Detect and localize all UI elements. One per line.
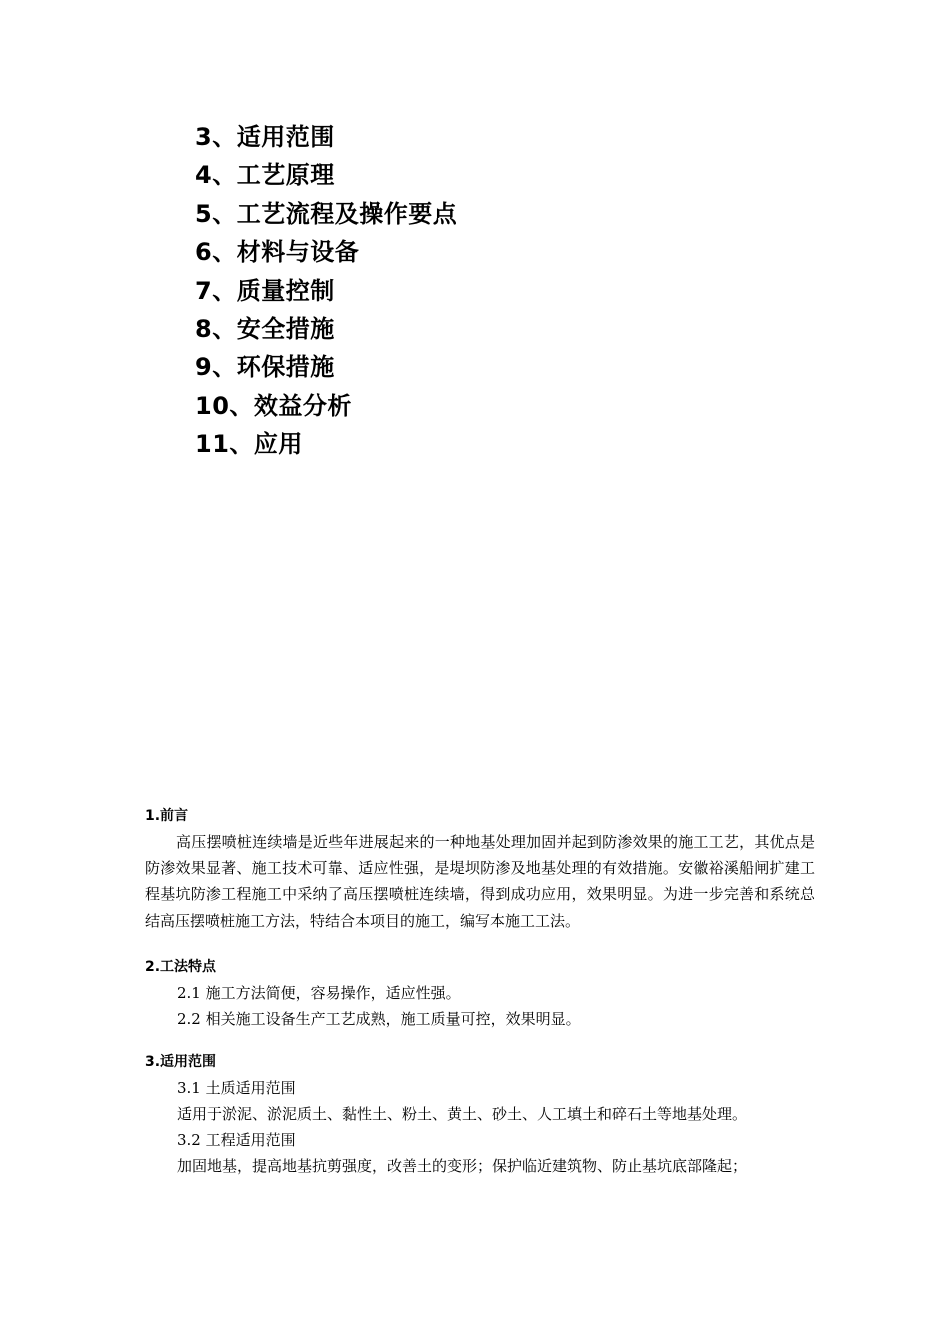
section-title: 2.工法特点 bbox=[145, 958, 217, 975]
section-scope bbox=[145, 1049, 815, 1179]
section-title: 1.前言 bbox=[145, 808, 189, 824]
body-paragraph: 高压摆喷桩连续墙是近些年进展起来的一种地基处理加固并起到防渗效果的施工工艺，其优点是防渗效果显著、施工技术可靠、适应性强，是堤坝防渗及地基处理的有效措施。安徽裕溪船闸扩建工程基坑防渗工程施工中采纳了高压摆喷桩连续墙，得到成功应用，效果明显。为进一步完善和系统总结高压摆喷桩施工方法，特结合本项目的施工，编写本施工工法。 bbox=[145, 833, 815, 930]
toc-item: 6、材料与设备 bbox=[195, 238, 360, 267]
section-features bbox=[145, 954, 815, 1032]
subsection-title: 3.1 土质适用范围 bbox=[177, 1078, 296, 1097]
toc-item: 7、质量控制 bbox=[195, 276, 335, 305]
toc-item: 11、应用 bbox=[195, 430, 303, 459]
subsection-title: 3.2 工程适用范围 bbox=[177, 1130, 296, 1149]
subsection-text: 加固地基，提高地基抗剪强度，改善土的变形；保护临近建筑物、防止基坑底部隆起； bbox=[177, 1156, 748, 1175]
section-preface bbox=[145, 803, 815, 934]
toc-item: 8、安全措施 bbox=[195, 314, 335, 343]
toc-item: 9、环保措施 bbox=[195, 353, 335, 382]
toc-item: 3、适用范围 bbox=[195, 123, 335, 151]
toc-item: 5、工艺流程及操作要点 bbox=[195, 199, 458, 228]
list-item: 2.2 相关施工设备生产工艺成熟，施工质量可控，效果明显。 bbox=[177, 1009, 581, 1028]
toc-item: 4、工艺原理 bbox=[195, 161, 335, 190]
section-title: 3.适用范围 bbox=[145, 1053, 217, 1070]
subsection-text: 适用于淤泥、淤泥质土、黏性土、粉土、黄土、砂土、人工填土和碎石土等地基处理。 bbox=[177, 1104, 748, 1123]
list-item: 2.1 施工方法简便，容易操作，适应性强。 bbox=[177, 983, 461, 1002]
table-of-contents bbox=[195, 118, 457, 464]
toc-item: 10、效益分析 bbox=[195, 391, 352, 420]
document-body bbox=[145, 803, 815, 1179]
